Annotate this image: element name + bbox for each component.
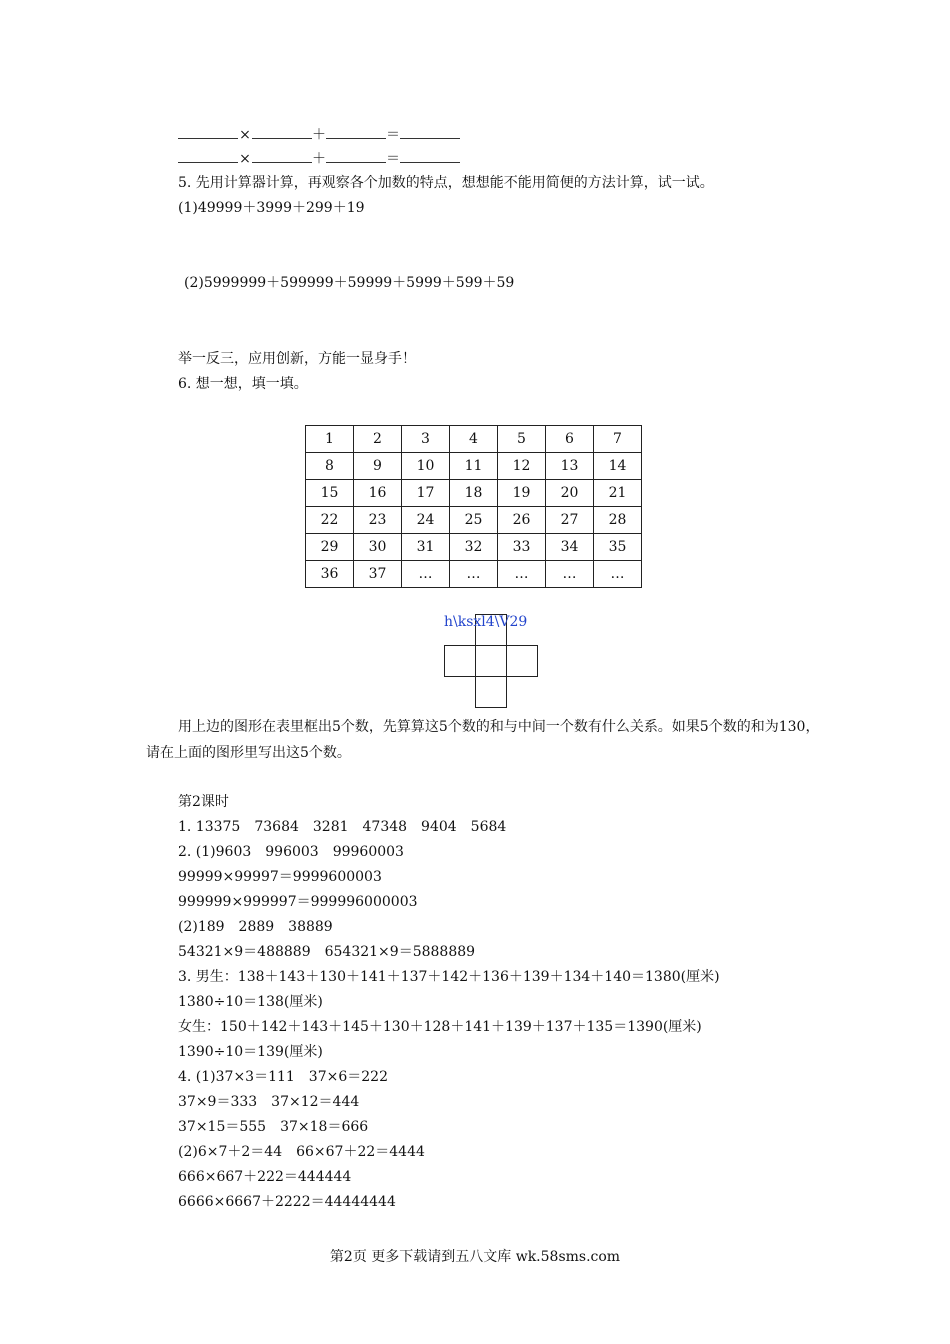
grid-cell: 22 [306, 507, 354, 534]
answer-line: 1380÷10＝138(厘米) [178, 994, 323, 1010]
grid-cell: 25 [450, 507, 498, 534]
grid-cell: 20 [546, 480, 594, 507]
grid-row [306, 426, 642, 453]
grid-cell: … [546, 561, 594, 588]
grid-cell: 15 [306, 480, 354, 507]
q5-prompt: 5. 先用计算器计算，再观察各个加数的特点，想想能不能用简便的方法计算，试一试。 [178, 175, 714, 191]
grid-row [306, 507, 642, 534]
answer-line: 1390÷10＝139(厘米) [178, 1044, 323, 1060]
grid-cell: 19 [498, 480, 546, 507]
blank-line[interactable] [178, 148, 238, 163]
equals-sign: ＝ [386, 127, 400, 143]
motto: 举一反三，应用创新，方能一显身手！ [178, 351, 416, 367]
grid-cell: 27 [546, 507, 594, 534]
grid-cell: 5 [498, 426, 546, 453]
grid-cell: 26 [498, 507, 546, 534]
blank-line[interactable] [326, 124, 386, 139]
grid-cell: 6 [546, 426, 594, 453]
times-sign: × [239, 151, 251, 167]
grid-row [306, 534, 642, 561]
answers-heading: 第2课时 [178, 794, 229, 810]
grid-cell: 37 [354, 561, 402, 588]
grid-cell: 35 [594, 534, 642, 561]
cross-cell-bottom[interactable] [475, 676, 507, 708]
grid-cell: 16 [354, 480, 402, 507]
q5-part2: (2)5999999＋599999＋59999＋5999＋599＋59 [184, 275, 515, 291]
grid-cell: 11 [450, 453, 498, 480]
answer-line: (2)189 2889 38889 [178, 919, 333, 935]
blank-line[interactable] [326, 148, 386, 163]
grid-cell: 23 [354, 507, 402, 534]
grid-cell: … [450, 561, 498, 588]
blank-line[interactable] [252, 148, 312, 163]
blank-equation-row-1 [178, 124, 460, 145]
cross-cell-left[interactable] [444, 645, 476, 677]
q5-part1: (1)49999＋3999＋299＋19 [178, 200, 365, 216]
answer-line: 666×667＋222＝444444 [178, 1169, 352, 1185]
equals-sign: ＝ [386, 151, 400, 167]
grid-cell: … [594, 561, 642, 588]
grid-cell: 7 [594, 426, 642, 453]
grid-cell: 8 [306, 453, 354, 480]
q6-paragraph-text: 用上边的图形在表里框出5个数，先算算这5个数的和与中间一个数有什么关系。如果5个数的和为130，请在上面的图形里写出这5个数。 [146, 719, 820, 761]
plus-sign: ＋ [312, 151, 326, 167]
grid-cell: 18 [450, 480, 498, 507]
grid-cell: 4 [450, 426, 498, 453]
q6-paragraph [146, 714, 826, 766]
grid-cell: 2 [354, 426, 402, 453]
grid-cell: 1 [306, 426, 354, 453]
grid-cell: 33 [498, 534, 546, 561]
grid-cell: 17 [402, 480, 450, 507]
cross-cell-right[interactable] [506, 645, 538, 677]
grid-cell: 31 [402, 534, 450, 561]
grid-row [306, 561, 642, 588]
answer-line: 女生：150＋142＋143＋145＋130＋128＋141＋139＋137＋135＝1390(厘米) [178, 1019, 702, 1035]
grid-cell: 24 [402, 507, 450, 534]
cross-cell-center[interactable] [475, 645, 507, 677]
grid-cell: 12 [498, 453, 546, 480]
grid-cell: 13 [546, 453, 594, 480]
blank-line[interactable] [178, 124, 238, 139]
answer-line: 37×9＝333 37×12＝444 [178, 1094, 360, 1110]
grid-cell: 28 [594, 507, 642, 534]
answer-line: 37×15＝555 37×18＝666 [178, 1119, 369, 1135]
grid-cell: 30 [354, 534, 402, 561]
answer-line: 54321×9＝488889 654321×9＝5888889 [178, 944, 476, 960]
answer-line: 4. (1)37×3＝111 37×6＝222 [178, 1069, 388, 1085]
q6-prompt: 6. 想一想，填一填。 [178, 376, 308, 392]
grid-cell: … [402, 561, 450, 588]
grid-row [306, 480, 642, 507]
blank-equation-row-2 [178, 148, 460, 169]
plus-sign: ＋ [312, 127, 326, 143]
answer-line: 6666×6667＋2222＝44444444 [178, 1194, 396, 1210]
grid-cell: … [498, 561, 546, 588]
answer-line: 1. 13375 73684 3281 47348 9404 5684 [178, 819, 507, 835]
answer-line: 2. (1)9603 996003 99960003 [178, 844, 404, 860]
blank-line[interactable] [252, 124, 312, 139]
answer-line: 999999×999997＝999996000003 [178, 894, 418, 910]
grid-cell: 32 [450, 534, 498, 561]
grid-cell: 29 [306, 534, 354, 561]
grid-cell: 10 [402, 453, 450, 480]
times-sign: × [239, 127, 251, 143]
grid-cell: 21 [594, 480, 642, 507]
number-grid [305, 425, 642, 588]
overlay-link-text: h\ksxl4\V29 [444, 614, 528, 630]
grid-cell: 9 [354, 453, 402, 480]
blank-line[interactable] [400, 148, 460, 163]
grid-cell: 36 [306, 561, 354, 588]
answer-line: 99999×99997＝9999600003 [178, 869, 382, 885]
answer-line: (2)6×7＋2＝44 66×67＋22＝4444 [178, 1144, 425, 1160]
grid-cell: 34 [546, 534, 594, 561]
grid-cell: 3 [402, 426, 450, 453]
grid-cell: 14 [594, 453, 642, 480]
grid-row [306, 453, 642, 480]
answer-line: 3. 男生：138＋143＋130＋141＋137＋142＋136＋139＋134＋140＝1380(厘米) [178, 969, 720, 985]
page-footer: 第2页 更多下载请到五八文库 wk.58sms.com [329, 1249, 621, 1265]
blank-line[interactable] [400, 124, 460, 139]
